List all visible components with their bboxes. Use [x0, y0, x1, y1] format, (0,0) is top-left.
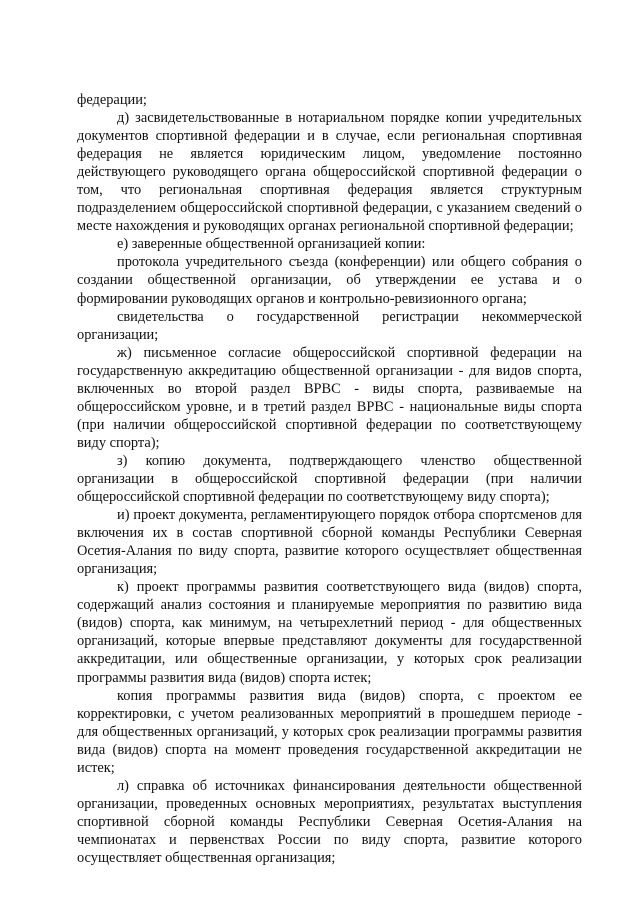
paragraph-item-d: д) засвидетельствованные в нотариальном порядке копии учредительных документов спортивной федерации и в случае, если региональная спортивная федерация не является юридическим лицом, уведомление постоянно действующего руководящего органа общероссийской спортивной федерации о том, что региональная спортивная федерация является структурным подразделением общероссийской спортивной федерации, с указанием сведений о месте нахождения и руководящих органах региональной спортивной федерации;	[77, 110, 582, 235]
paragraph-item-i: и) проект документа, регламентирующего порядок отбора спортсменов для включения их в состав спортивной сборной команды Республики Северная Осетия-Алания по виду спорта, развитие которого осуществляет общественная организация;	[77, 507, 582, 578]
paragraph-item-z: з) копию документа, подтверждающего членство общественной организации в общероссийской спортивной федерации (при наличии общероссийской спортивной федерации по соответствующему виду спорта);	[77, 452, 582, 506]
paragraph-item-zh: ж) письменное согласие общероссийской спортивной федерации на государственную аккредитацию общественной организации - для видов спорта, включенных во второй раздел ВРВС - виды спорта, развиваемые на общероссийском уровне, и в третий раздел ВРВС - национальные виды спорта (при наличии общероссийской спортивной федерации по соответствующему виду спорта);	[77, 344, 582, 451]
paragraph-certificate: свидетельства о государственной регистрации некоммерческой организации;	[77, 308, 582, 343]
paragraph-item-l: л) справка об источниках финансирования деятельности общественной организации, проведенных основных мероприятиях, результатах выступления спортивной сборной команды Республики Северная Осетия-Алания на чемпионатах и первенствах России по виду спорта, развитие которого осуществляет общественная организация;	[77, 777, 582, 866]
paragraph-item-e: е) заверенные общественной организацией копии:	[117, 236, 426, 253]
paragraph-program-copy: копия программы развития вида (видов) спорта, с проектом ее корректировки, с учетом реализованных мероприятий в прошедшем периоде - для общественных организаций, у которых срок реализации программы развития вида (видов) спорта на момент проведения государственной аккредитации не истек;	[77, 687, 582, 776]
paragraph-protocol: протокола учредительного съезда (конференции) или общего собрания о создании общественной организации, об утверждении ее устава и о формировании руководящих органов и контрольно-ревизионного органа;	[77, 254, 582, 307]
paragraph-item-k: к) проект программы развития соответствующего вида (видов) спорта, содержащий анализ состояния и планируемые мероприятия по развитию вида (видов) спорта, как минимум, на четырехлетний период - для общественных организаций, которые впервые представляют документы для государственной аккредитации, или общественные организации, у которых срок реализации программы развития вида (видов) спорта истек;	[77, 579, 582, 686]
paragraph-federation-tail: федерации;	[77, 92, 147, 108]
